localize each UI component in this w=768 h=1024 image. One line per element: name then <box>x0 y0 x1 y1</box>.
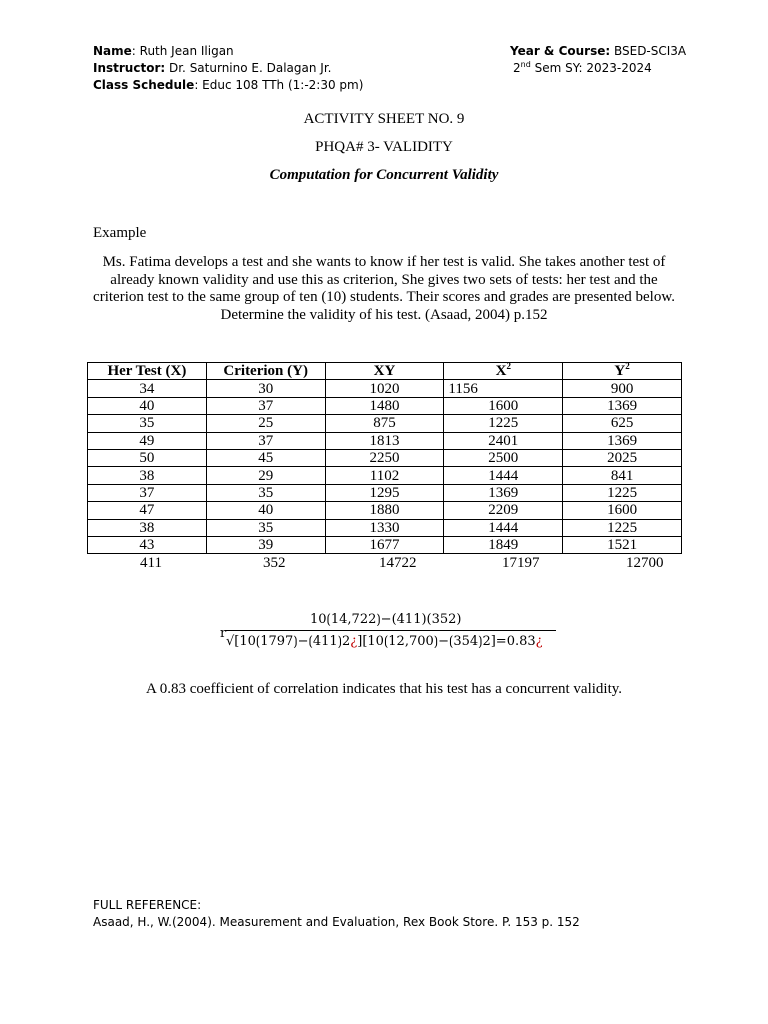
table-cell: 900 <box>563 380 682 397</box>
conclusion-text: A 0.83 coefficient of correlation indicates that his test has a concurrent validity. <box>145 681 623 697</box>
table-cell: 1849 <box>444 536 563 553</box>
instructor-label: Instructor: <box>93 61 166 75</box>
table-row <box>88 380 682 397</box>
table-cell: 35 <box>206 484 325 501</box>
table-header-row <box>88 363 682 380</box>
problem-paragraph: Ms. Fatima develops a test and she wants to know if her test is valid. She takes another test of already known validity and use this as criterion, She gives two sets of tests: her test and the criterion test to the same group of ten (10) students. Their scores and grades are presented below. Determine the validity of his test. (Asaad, 2004) p.152 <box>93 254 675 323</box>
instructor-value: Dr. Saturnino E. Dalagan Jr. <box>165 61 332 75</box>
table-cell: 2025 <box>563 449 682 466</box>
table-cell: 38 <box>88 467 207 484</box>
inverted-question-mark-2: ¿ <box>535 634 543 649</box>
header-xy: XY <box>325 363 444 380</box>
table-cell: 37 <box>206 432 325 449</box>
table-row <box>88 536 682 553</box>
header-x-exponent: 2 <box>506 361 511 372</box>
table-cell: 49 <box>88 432 207 449</box>
table-cell: 37 <box>206 397 325 414</box>
table-cell: 875 <box>325 415 444 432</box>
table-cell: 39 <box>206 536 325 553</box>
inverted-question-mark-1: ¿ <box>350 634 358 649</box>
header-her-test: Her Test (X) <box>88 363 207 380</box>
table-cell: 1444 <box>444 467 563 484</box>
table-cell: 1369 <box>563 432 682 449</box>
header-x-squared <box>444 363 563 380</box>
table-row <box>88 519 682 536</box>
instructor-line <box>93 60 331 76</box>
table-cell: 29 <box>206 467 325 484</box>
total-x-squared: 17197 <box>502 555 540 571</box>
table-cell: 37 <box>88 484 207 501</box>
semester-ordinal: nd <box>520 60 531 69</box>
table-row <box>88 484 682 501</box>
formula-denominator <box>226 634 543 649</box>
total-y-squared: 12700 <box>626 555 664 571</box>
class-schedule-line <box>93 77 363 93</box>
table-cell: 34 <box>88 380 207 397</box>
name-label: Name <box>93 44 132 58</box>
table-cell: 1677 <box>325 536 444 553</box>
table-row <box>88 502 682 519</box>
schedule-value: : Educ 108 TTh (1:-2:30 pm) <box>194 78 364 92</box>
reference-label: FULL REFERENCE: <box>93 898 202 912</box>
table-cell: 1600 <box>563 502 682 519</box>
year-course-line <box>510 43 686 59</box>
table-cell: 841 <box>563 467 682 484</box>
table-cell: 1600 <box>444 397 563 414</box>
table-cell: 1295 <box>325 484 444 501</box>
semester-line <box>513 60 652 76</box>
table-row <box>88 415 682 432</box>
semester-year: Sem SY: 2023-2024 <box>530 61 652 75</box>
name-value: : Ruth Jean Iligan <box>131 44 234 58</box>
denominator-part-1: √[10⟮1797⟯−⟮411⟯2 <box>226 634 351 649</box>
table-cell: 2401 <box>444 432 563 449</box>
table-cell: 40 <box>206 502 325 519</box>
activity-title: ACTIVITY SHEET NO. 9 <box>303 111 465 127</box>
example-heading: Example <box>93 225 147 241</box>
schedule-label: Class Schedule <box>93 78 195 92</box>
header-x-label: X <box>495 363 507 380</box>
reference-citation: Asaad, H., W.(2004). Measurement and Evaluation, Rex Book Store. P. 153 p. 152 <box>93 915 580 929</box>
table-cell: 1225 <box>563 519 682 536</box>
year-course-value: BSED-SCI3A <box>610 44 687 58</box>
table-cell: 40 <box>88 397 207 414</box>
table-cell: 1369 <box>444 484 563 501</box>
table-cell: 1369 <box>563 397 682 414</box>
scores-table <box>87 362 682 554</box>
formula-numerator: 10⟮14,722⟯−(411)(352) <box>310 612 462 627</box>
table-row <box>88 397 682 414</box>
table-cell: 1480 <box>325 397 444 414</box>
table-cell: 35 <box>88 415 207 432</box>
formula-r: r <box>220 626 227 641</box>
table-row <box>88 449 682 466</box>
table-cell: 25 <box>206 415 325 432</box>
table-cell: 45 <box>206 449 325 466</box>
table-cell: 35 <box>206 519 325 536</box>
student-name-line <box>93 43 234 59</box>
table-cell: 2250 <box>325 449 444 466</box>
table-cell: 1020 <box>325 380 444 397</box>
table-row <box>88 467 682 484</box>
table-cell: 1444 <box>444 519 563 536</box>
fraction-line <box>226 630 556 631</box>
table-cell: 1225 <box>563 484 682 501</box>
table-cell: 1225 <box>444 415 563 432</box>
table-cell: 2209 <box>444 502 563 519</box>
table-cell: 1880 <box>325 502 444 519</box>
table-cell: 1330 <box>325 519 444 536</box>
table-cell: 1521 <box>563 536 682 553</box>
total-y: 352 <box>263 555 286 571</box>
table-cell: 30 <box>206 380 325 397</box>
phqa-title: PHQA# 3- VALIDITY <box>315 139 453 155</box>
table-cell: 50 <box>88 449 207 466</box>
header-criterion: Criterion (Y) <box>206 363 325 380</box>
header-y-squared <box>563 363 682 380</box>
semester-number: 2 <box>513 61 521 75</box>
table-cell: 47 <box>88 502 207 519</box>
table-cell: 38 <box>88 519 207 536</box>
table-cell: 43 <box>88 536 207 553</box>
total-x: 411 <box>140 555 162 571</box>
table-row <box>88 432 682 449</box>
denominator-part-2: ][10⟮12,700⟯−⟮354⟯2]=0.83 <box>357 634 536 649</box>
table-cell: 1813 <box>325 432 444 449</box>
total-xy: 14722 <box>379 555 417 571</box>
table-cell: 2500 <box>444 449 563 466</box>
header-y-label: Y <box>614 363 626 380</box>
table-cell: 625 <box>563 415 682 432</box>
header-y-exponent: 2 <box>625 361 630 372</box>
year-course-label: Year & Course: <box>510 44 611 58</box>
table-cell: 1102 <box>325 467 444 484</box>
subtitle: Computation for Concurrent Validity <box>269 167 499 183</box>
table-cell: 1156 <box>444 380 563 397</box>
